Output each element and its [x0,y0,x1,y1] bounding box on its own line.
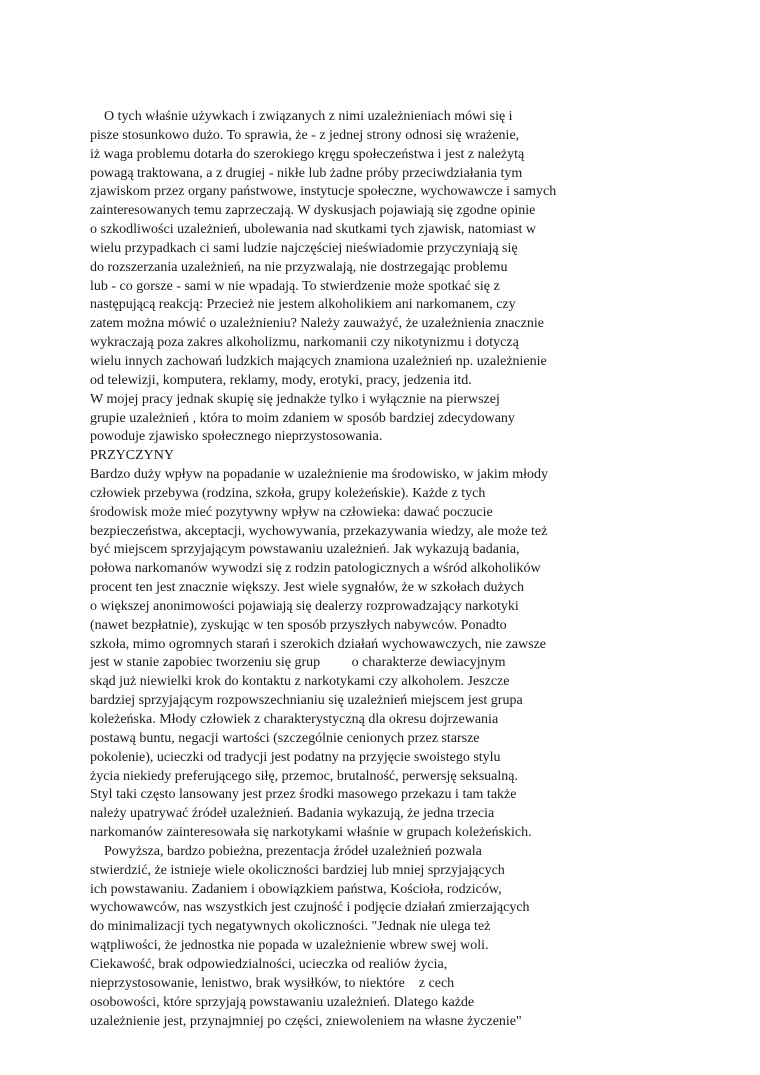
text-line: Styl taki często lansowany jest przez środki masowego przekazu i tam także [90,787,517,803]
text-line: zatem można mówić o uzależnieniu? Należy zauważyć, że uzależnienia znacznie [90,316,544,332]
text-line: do minimalizacji tych negatywnych okoliczności. "Jednak nie ulega też [90,919,491,935]
text-line: procent ten jest znacznie większy. Jest wiele sygnałów, że w szkołach dużych [90,580,524,596]
text-line: Ciekawość, brak odpowiedzialności, ucieczka od realiów życia, [90,956,448,972]
text-line: bardziej sprzyjającym rozpowszechnianiu się uzależnień miejscem jest grupa [90,693,523,709]
text-line: połowa narkomanów wywodzi się z rodzin patologicznych a wśród alkoholików [90,561,541,577]
section-heading: PRZYCZYNY [90,448,175,464]
text-line: należy upatrywać źródeł uzależnień. Badania wykazują, że jedna trzecia [90,806,495,822]
text-line: do rozszerzania uzależnień, na nie przyzwalają, nie dostrzegając problemu [90,259,508,275]
text-line: od telewizji, komputera, reklamy, mody, erotyki, pracy, jedzenia itd. [90,372,472,388]
text-line: następującą reakcją: Przecież nie jestem alkoholikiem ani narkomanem, czy [90,297,516,313]
text-line: życia niekiedy preferującego siłę, przemoc, brutalność, perwersję seksualną. [90,768,518,784]
body-text [90,108,610,1031]
text-line: człowiek przebywa (rodzina, szkoła, grupy koleżeńskie). Każde z tych [90,485,486,501]
text-line: wielu innych zachowań ludzkich mających znamiona uzależnień np. uzależnienie [90,353,547,369]
text-line: O tych właśnie używkach i związanych z nimi uzależnieniach mówi się i [90,109,513,124]
text-line: postawą buntu, negacji wartości (szczególnie cenionych przez starsze [90,730,480,746]
text-line: powoduje zjawisko społecznego nieprzystosowania. [90,429,383,445]
text-line: wielu przypadkach ci sami ludzie najczęściej nieświadomie przyczyniają się [90,240,518,256]
text-line: wykraczają poza zakres alkoholizmu, narkomanii czy nikotynizmu i dotyczą [90,335,519,351]
text-line: o szkodliwości uzależnień, ubolewania nad skutkami tych zjawisk, natomiast w [90,222,536,238]
text-line: powagą traktowana, a z drugiej - nikłe lub żadne próby przeciwdziałania tym [90,165,523,181]
text-line: iż waga problemu dotarła do szerokiego kręgu społeczeństwa i jest z należytą [90,146,525,162]
text-line: stwierdzić, że istnieje wiele okoliczności bardziej lub mniej sprzyjających [90,862,505,878]
text-line: Powyższa, bardzo pobieżna, prezentacja źródeł uzależnień pozwala [90,843,482,859]
text-line: uzależnienie jest, przynajmniej po części, zniewoleniem na własne życzenie" [90,1013,522,1029]
text-line: pokolenie), ucieczki od tradycji jest podatny na przyjęcie swoistego stylu [90,749,501,765]
text-line: o większej anonimowości pojawiają się dealerzy rozprowadzający narkotyki [90,598,519,614]
text-line: być miejscem sprzyjającym powstawaniu uzależnień. Jak wykazują badania, [90,542,520,558]
text-line: wątpliwości, że jednostka nie popada w uzależnienie wbrew swej woli. [90,938,489,954]
text-line: Bardzo duży wpływ na popadanie w uzależnienie ma środowisko, w jakim młody [90,467,548,483]
text-line: zjawiskom przez organy państwowe, instytucje społeczne, wychowawcze i samych [90,184,557,200]
text-line: koleżeńska. Młody człowiek z charakterystyczną dla okresu dojrzewania [90,712,499,727]
text-line: nieprzystosowanie, lenistwo, brak wysiłków, to niektóre z cech [90,975,455,991]
text-line: skąd już niewielki krok do kontaktu z narkotykami czy alkoholem. Jeszcze [90,674,510,690]
text-line: bezpieczeństwa, akceptacji, wychowywania, przekazywania wiedzy, ale może też [90,523,548,539]
text-line: osobowości, które sprzyjają powstawaniu uzależnień. Dlatego każde [90,994,475,1010]
text-line: narkomanów zainteresowała się narkotykami właśnie w grupach koleżeńskich. [90,825,532,841]
text-line: (nawet bezpłatnie), zyskując w ten sposób przyszłych nabywców. Ponadto [90,617,507,633]
text-line: jest w stanie zapobiec tworzeniu się grup o charakterze dewiacyjnym [90,655,506,671]
text-line: ich powstawaniu. Zadaniem i obowiązkiem państwa, Kościoła, rodziców, [90,881,502,897]
text-line: środowisk może mieć pozytywny wpływ na człowieka: dawać poczucie [90,504,493,520]
text-line: wychowawców, nas wszystkich jest czujność i podjęcie działań zmierzających [90,900,530,916]
text-line: szkoła, mimo ogromnych starań i szerokich działań wychowawczych, nie zawsze [90,636,546,652]
text-line: pisze stosunkowo dużo. To sprawia, że - z jednej strony odnosi się wrażenie, [90,127,520,143]
text-line: W mojej pracy jednak skupię się jednakże tylko i wyłącznie na pierwszej [90,391,500,407]
text-line: zainteresowanych temu zaprzeczają. W dyskusjach pojawiają się zgodne opinie [90,203,536,219]
text-line: grupie uzależnień , która to moim zdaniem w sposób bardziej zdecydowany [90,410,515,426]
text-line: lub - co gorsze - sami w nie wpadają. To stwierdzenie może spotkać się z [90,278,500,294]
